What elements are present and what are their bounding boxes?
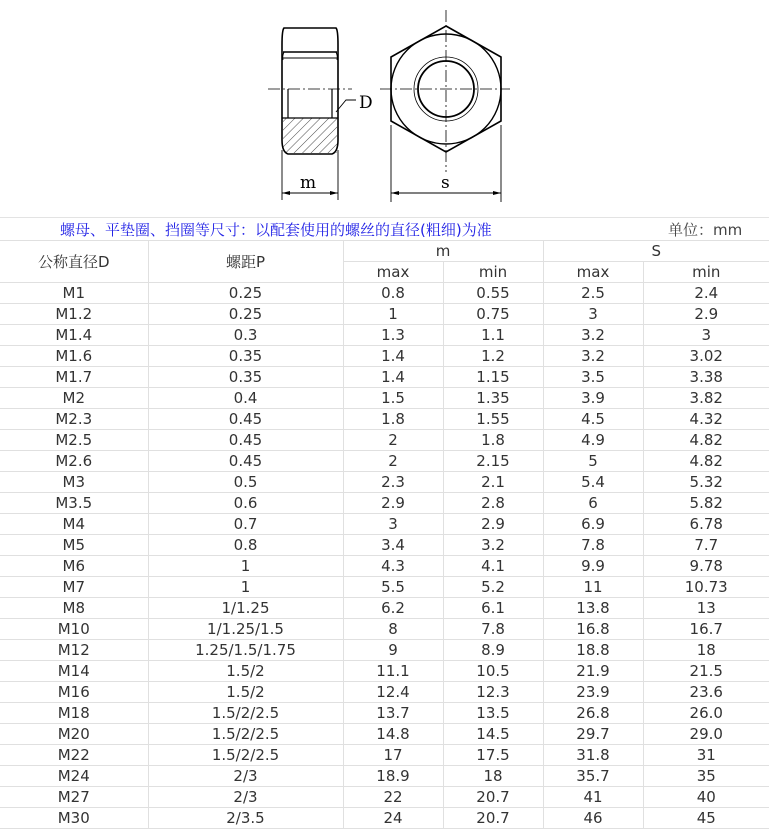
nut-dimension-table <box>0 240 769 829</box>
cell-m-min: 5.2 <box>443 577 543 598</box>
cell-diameter: M24 <box>0 766 148 787</box>
cell-diameter: M14 <box>0 661 148 682</box>
table-row <box>0 493 769 514</box>
cell-s-min: 4.82 <box>643 451 769 472</box>
cell-s-min: 29.0 <box>643 724 769 745</box>
hex-nut-drawing <box>260 0 520 210</box>
table-row <box>0 409 769 430</box>
cell-diameter: M22 <box>0 745 148 766</box>
cell-m-min: 0.55 <box>443 283 543 304</box>
cell-s-max: 18.8 <box>543 640 643 661</box>
cell-pitch: 0.7 <box>148 514 343 535</box>
cell-m-min: 2.9 <box>443 514 543 535</box>
cell-m-max: 6.2 <box>343 598 443 619</box>
cell-m-max: 11.1 <box>343 661 443 682</box>
unit-label: 单位：mm <box>668 221 743 239</box>
cell-m-min: 14.5 <box>443 724 543 745</box>
table-row <box>0 325 769 346</box>
cell-s-max: 7.8 <box>543 535 643 556</box>
cell-m-max: 1.5 <box>343 388 443 409</box>
cell-s-max: 35.7 <box>543 766 643 787</box>
cell-s-min: 5.82 <box>643 493 769 514</box>
table-row <box>0 514 769 535</box>
cell-s-max: 6 <box>543 493 643 514</box>
table-title: 螺母、平垫圈、挡圈等尺寸：以配套使用的螺丝的直径(粗细)为准 <box>60 221 492 239</box>
header-s-min: min <box>643 262 769 283</box>
cell-s-max: 4.9 <box>543 430 643 451</box>
table-row <box>0 451 769 472</box>
cell-pitch: 1/1.25 <box>148 598 343 619</box>
cell-m-min: 1.15 <box>443 367 543 388</box>
cell-s-min: 3.02 <box>643 346 769 367</box>
cell-pitch: 0.45 <box>148 409 343 430</box>
cell-pitch: 2/3 <box>148 787 343 808</box>
thread-label: D <box>359 93 373 113</box>
cell-pitch: 1.5/2/2.5 <box>148 745 343 766</box>
cell-s-min: 6.78 <box>643 514 769 535</box>
header-s: S <box>543 241 769 262</box>
table-row <box>0 745 769 766</box>
cell-s-max: 11 <box>543 577 643 598</box>
table-row <box>0 556 769 577</box>
cell-s-min: 35 <box>643 766 769 787</box>
cell-s-min: 3.82 <box>643 388 769 409</box>
cell-s-max: 23.9 <box>543 682 643 703</box>
table-row <box>0 703 769 724</box>
cell-m-max: 2 <box>343 430 443 451</box>
cell-s-min: 4.82 <box>643 430 769 451</box>
table-row <box>0 577 769 598</box>
cell-pitch: 0.25 <box>148 283 343 304</box>
cell-s-max: 31.8 <box>543 745 643 766</box>
cell-m-min: 12.3 <box>443 682 543 703</box>
cell-pitch: 1.5/2 <box>148 661 343 682</box>
cell-pitch: 1.5/2 <box>148 682 343 703</box>
cell-diameter: M20 <box>0 724 148 745</box>
cell-s-min: 13 <box>643 598 769 619</box>
cell-s-min: 3.38 <box>643 367 769 388</box>
cell-pitch: 1.25/1.5/1.75 <box>148 640 343 661</box>
cell-m-min: 3.2 <box>443 535 543 556</box>
cell-m-max: 1.3 <box>343 325 443 346</box>
cell-s-max: 13.8 <box>543 598 643 619</box>
cell-m-max: 17 <box>343 745 443 766</box>
cell-m-min: 20.7 <box>443 787 543 808</box>
header-s-max: max <box>543 262 643 283</box>
header-m: m <box>343 241 543 262</box>
cell-s-max: 29.7 <box>543 724 643 745</box>
cell-pitch: 0.35 <box>148 346 343 367</box>
cell-s-max: 4.5 <box>543 409 643 430</box>
cell-s-min: 26.0 <box>643 703 769 724</box>
cell-pitch: 0.45 <box>148 451 343 472</box>
cell-s-min: 45 <box>643 808 769 829</box>
table-row <box>0 619 769 640</box>
table-row <box>0 388 769 409</box>
cell-s-max: 3.2 <box>543 346 643 367</box>
cell-s-min: 2.9 <box>643 304 769 325</box>
table-row <box>0 472 769 493</box>
cell-pitch: 1 <box>148 577 343 598</box>
cell-s-max: 41 <box>543 787 643 808</box>
table-row <box>0 682 769 703</box>
cell-diameter: M1.4 <box>0 325 148 346</box>
cell-s-min: 23.6 <box>643 682 769 703</box>
cell-pitch: 1.5/2/2.5 <box>148 703 343 724</box>
cell-s-min: 7.7 <box>643 535 769 556</box>
cell-m-min: 18 <box>443 766 543 787</box>
s-dimension-label: s <box>441 173 450 193</box>
table-row <box>0 640 769 661</box>
cell-diameter: M3 <box>0 472 148 493</box>
cell-m-max: 3 <box>343 514 443 535</box>
cell-s-max: 5 <box>543 451 643 472</box>
table-row <box>0 724 769 745</box>
cell-pitch: 0.25 <box>148 304 343 325</box>
cell-m-max: 22 <box>343 787 443 808</box>
table-row <box>0 535 769 556</box>
table-row <box>0 283 769 304</box>
cell-m-min: 8.9 <box>443 640 543 661</box>
cell-diameter: M12 <box>0 640 148 661</box>
cell-s-max: 16.8 <box>543 619 643 640</box>
cell-m-max: 12.4 <box>343 682 443 703</box>
table-row <box>0 430 769 451</box>
table-row <box>0 787 769 808</box>
cell-m-max: 2 <box>343 451 443 472</box>
cell-m-min: 10.5 <box>443 661 543 682</box>
cell-diameter: M1 <box>0 283 148 304</box>
cell-pitch: 0.45 <box>148 430 343 451</box>
cell-s-max: 9.9 <box>543 556 643 577</box>
cell-pitch: 2/3 <box>148 766 343 787</box>
cell-s-min: 5.32 <box>643 472 769 493</box>
cell-diameter: M2 <box>0 388 148 409</box>
table-row <box>0 661 769 682</box>
cell-m-max: 14.8 <box>343 724 443 745</box>
cell-pitch: 2/3.5 <box>148 808 343 829</box>
cell-m-min: 2.8 <box>443 493 543 514</box>
cell-pitch: 0.35 <box>148 367 343 388</box>
table-row <box>0 808 769 829</box>
cell-m-min: 20.7 <box>443 808 543 829</box>
cell-m-min: 1.35 <box>443 388 543 409</box>
table-row <box>0 766 769 787</box>
table-row <box>0 304 769 325</box>
cell-m-max: 9 <box>343 640 443 661</box>
cell-s-min: 10.73 <box>643 577 769 598</box>
cell-pitch: 0.3 <box>148 325 343 346</box>
cell-s-min: 40 <box>643 787 769 808</box>
title-row <box>0 217 769 241</box>
cell-diameter: M5 <box>0 535 148 556</box>
header-row-1 <box>0 241 769 262</box>
cell-m-max: 5.5 <box>343 577 443 598</box>
cell-s-min: 18 <box>643 640 769 661</box>
m-dimension-label: m <box>300 173 317 193</box>
cell-m-min: 6.1 <box>443 598 543 619</box>
cell-m-max: 1 <box>343 304 443 325</box>
cell-m-min: 17.5 <box>443 745 543 766</box>
cell-m-min: 13.5 <box>443 703 543 724</box>
cell-diameter: M3.5 <box>0 493 148 514</box>
cell-m-max: 2.3 <box>343 472 443 493</box>
cell-diameter: M10 <box>0 619 148 640</box>
cell-s-max: 3.5 <box>543 367 643 388</box>
cell-s-max: 3.2 <box>543 325 643 346</box>
side-view <box>282 28 338 154</box>
cell-s-max: 21.9 <box>543 661 643 682</box>
cell-s-min: 9.78 <box>643 556 769 577</box>
cell-m-max: 1.8 <box>343 409 443 430</box>
cell-s-min: 21.5 <box>643 661 769 682</box>
cell-m-min: 1.8 <box>443 430 543 451</box>
cell-diameter: M30 <box>0 808 148 829</box>
cell-m-min: 2.15 <box>443 451 543 472</box>
cell-s-min: 2.4 <box>643 283 769 304</box>
cell-diameter: M27 <box>0 787 148 808</box>
header-m-min: min <box>443 262 543 283</box>
cell-m-max: 1.4 <box>343 346 443 367</box>
table-row <box>0 367 769 388</box>
cell-m-max: 18.9 <box>343 766 443 787</box>
cell-m-max: 24 <box>343 808 443 829</box>
cell-diameter: M2.6 <box>0 451 148 472</box>
cell-m-max: 0.8 <box>343 283 443 304</box>
cell-m-min: 7.8 <box>443 619 543 640</box>
header-m-max: max <box>343 262 443 283</box>
cell-m-min: 1.55 <box>443 409 543 430</box>
cell-diameter: M16 <box>0 682 148 703</box>
cell-pitch: 0.6 <box>148 493 343 514</box>
cell-s-max: 3.9 <box>543 388 643 409</box>
cell-s-min: 16.7 <box>643 619 769 640</box>
cell-m-max: 8 <box>343 619 443 640</box>
cell-pitch: 1.5/2/2.5 <box>148 724 343 745</box>
cell-m-max: 2.9 <box>343 493 443 514</box>
cell-s-max: 46 <box>543 808 643 829</box>
cell-pitch: 0.4 <box>148 388 343 409</box>
cell-s-max: 26.8 <box>543 703 643 724</box>
cell-diameter: M4 <box>0 514 148 535</box>
cell-s-max: 3 <box>543 304 643 325</box>
cell-m-max: 3.4 <box>343 535 443 556</box>
table-row <box>0 346 769 367</box>
cell-pitch: 1 <box>148 556 343 577</box>
cell-diameter: M7 <box>0 577 148 598</box>
cell-diameter: M6 <box>0 556 148 577</box>
cell-m-min: 4.1 <box>443 556 543 577</box>
cell-m-max: 1.4 <box>343 367 443 388</box>
cell-diameter: M1.7 <box>0 367 148 388</box>
cell-diameter: M8 <box>0 598 148 619</box>
cell-m-max: 13.7 <box>343 703 443 724</box>
cell-pitch: 0.8 <box>148 535 343 556</box>
table-row <box>0 598 769 619</box>
cell-s-min: 31 <box>643 745 769 766</box>
cell-diameter: M18 <box>0 703 148 724</box>
cell-diameter: M2.3 <box>0 409 148 430</box>
table-body <box>0 283 769 829</box>
cell-pitch: 1/1.25/1.5 <box>148 619 343 640</box>
cell-s-min: 4.32 <box>643 409 769 430</box>
cell-m-min: 2.1 <box>443 472 543 493</box>
header-pitch: 螺距P <box>148 241 343 283</box>
cell-m-min: 1.1 <box>443 325 543 346</box>
cell-diameter: M1.2 <box>0 304 148 325</box>
cell-s-max: 2.5 <box>543 283 643 304</box>
cell-m-min: 0.75 <box>443 304 543 325</box>
cell-pitch: 0.5 <box>148 472 343 493</box>
cell-s-max: 5.4 <box>543 472 643 493</box>
cell-s-max: 6.9 <box>543 514 643 535</box>
cell-diameter: M1.6 <box>0 346 148 367</box>
cell-diameter: M2.5 <box>0 430 148 451</box>
cell-m-min: 1.2 <box>443 346 543 367</box>
cell-m-max: 4.3 <box>343 556 443 577</box>
cell-s-min: 3 <box>643 325 769 346</box>
header-nominal-diameter: 公称直径D <box>0 241 148 283</box>
